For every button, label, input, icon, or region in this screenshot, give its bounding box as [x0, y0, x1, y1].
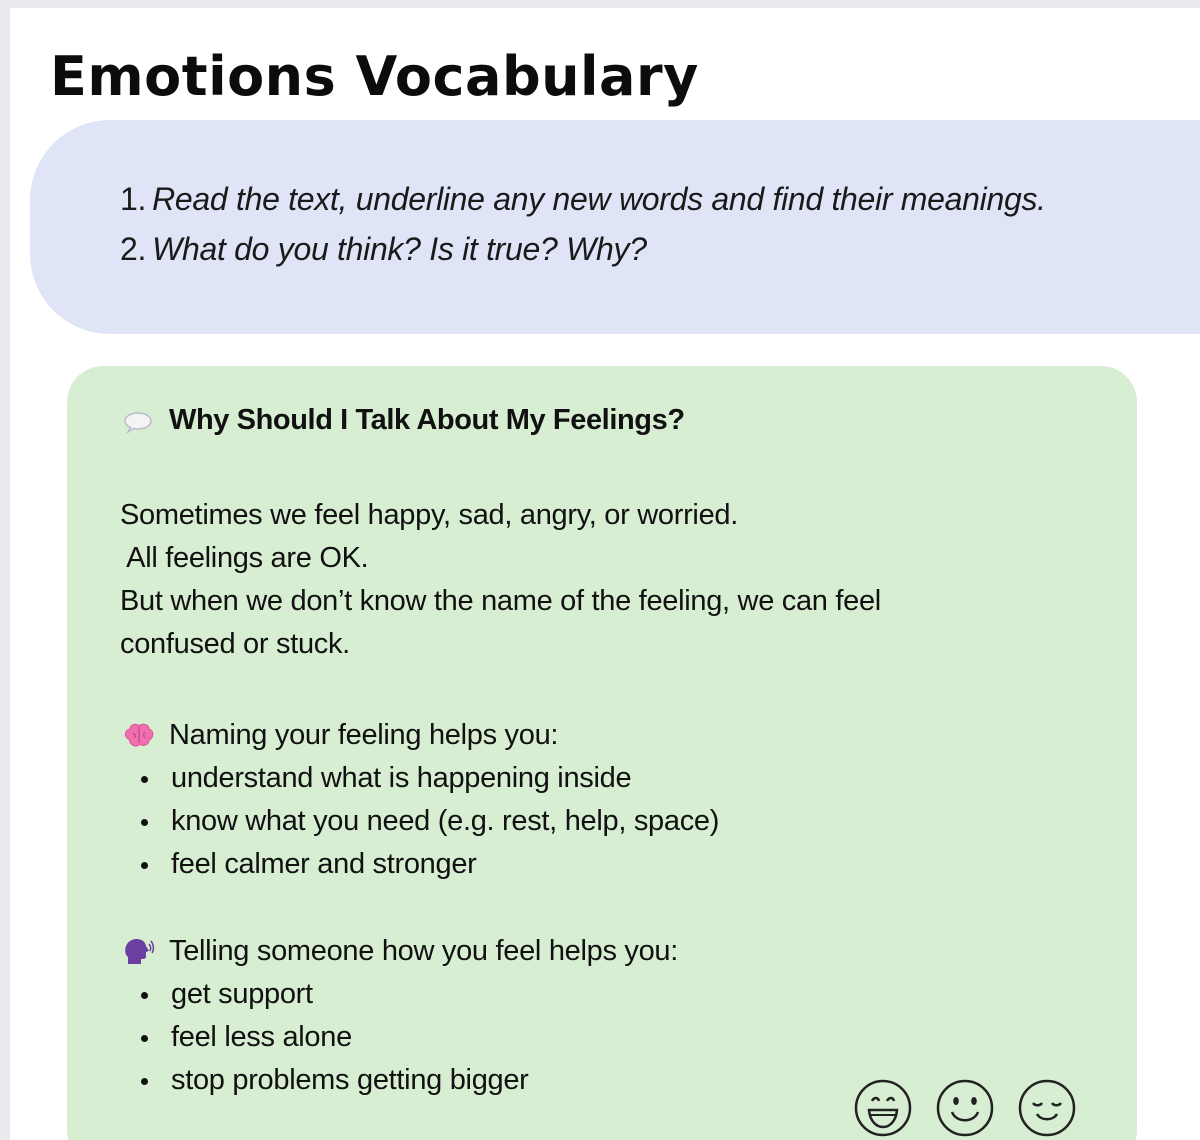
naming-heading [123, 714, 719, 757]
telling-section [123, 930, 678, 1102]
speech-bubble-icon [123, 411, 153, 431]
instruction-item [120, 174, 1046, 224]
speaking-head-icon [123, 937, 155, 967]
instruction-item [120, 224, 1046, 274]
instruction-number: 1. [120, 181, 147, 217]
telling-heading-text: Telling someone how you feel helps you: [169, 935, 679, 967]
card-heading-text: Why Should I Talk About My Feelings? [169, 404, 685, 436]
list-item: feel less alone [171, 1016, 678, 1059]
naming-section [123, 714, 719, 886]
naming-heading-text: Naming your feeling helps you: [169, 719, 559, 751]
naming-list [123, 757, 719, 886]
telling-list [123, 973, 678, 1102]
instructions-list [120, 174, 1046, 274]
instructions-box [30, 120, 1200, 334]
instruction-text: What do you think? Is it true? Why? [152, 231, 647, 267]
card-heading [123, 404, 685, 437]
paragraph-line: But when we don’t know the name of the feeling, we can feel [120, 585, 881, 617]
document-page [10, 8, 1200, 1140]
page-title: Emotions Vocabulary [50, 45, 699, 108]
brain-icon [123, 721, 155, 751]
grinning-face-icon [853, 1078, 913, 1138]
list-item: stop problems getting bigger [171, 1059, 678, 1102]
paragraph-line: confused or stuck. [120, 628, 350, 660]
reading-card [67, 366, 1137, 1140]
telling-heading [123, 930, 678, 973]
emoji-row [853, 1078, 1077, 1138]
smiling-face-icon [935, 1078, 995, 1138]
paragraph-line: All feelings are OK. [120, 542, 369, 574]
list-item: understand what is happening inside [171, 757, 719, 800]
paragraph-line: Sometimes we feel happy, sad, angry, or worried. [120, 499, 738, 531]
instruction-text: Read the text, underline any new words and find their meanings. [152, 181, 1046, 217]
list-item: get support [171, 973, 678, 1016]
instruction-number: 2. [120, 231, 147, 267]
list-item: know what you need (e.g. rest, help, space) [171, 800, 719, 843]
list-item: feel calmer and stronger [171, 843, 719, 886]
relieved-face-icon [1017, 1078, 1077, 1138]
intro-paragraph [120, 494, 881, 666]
